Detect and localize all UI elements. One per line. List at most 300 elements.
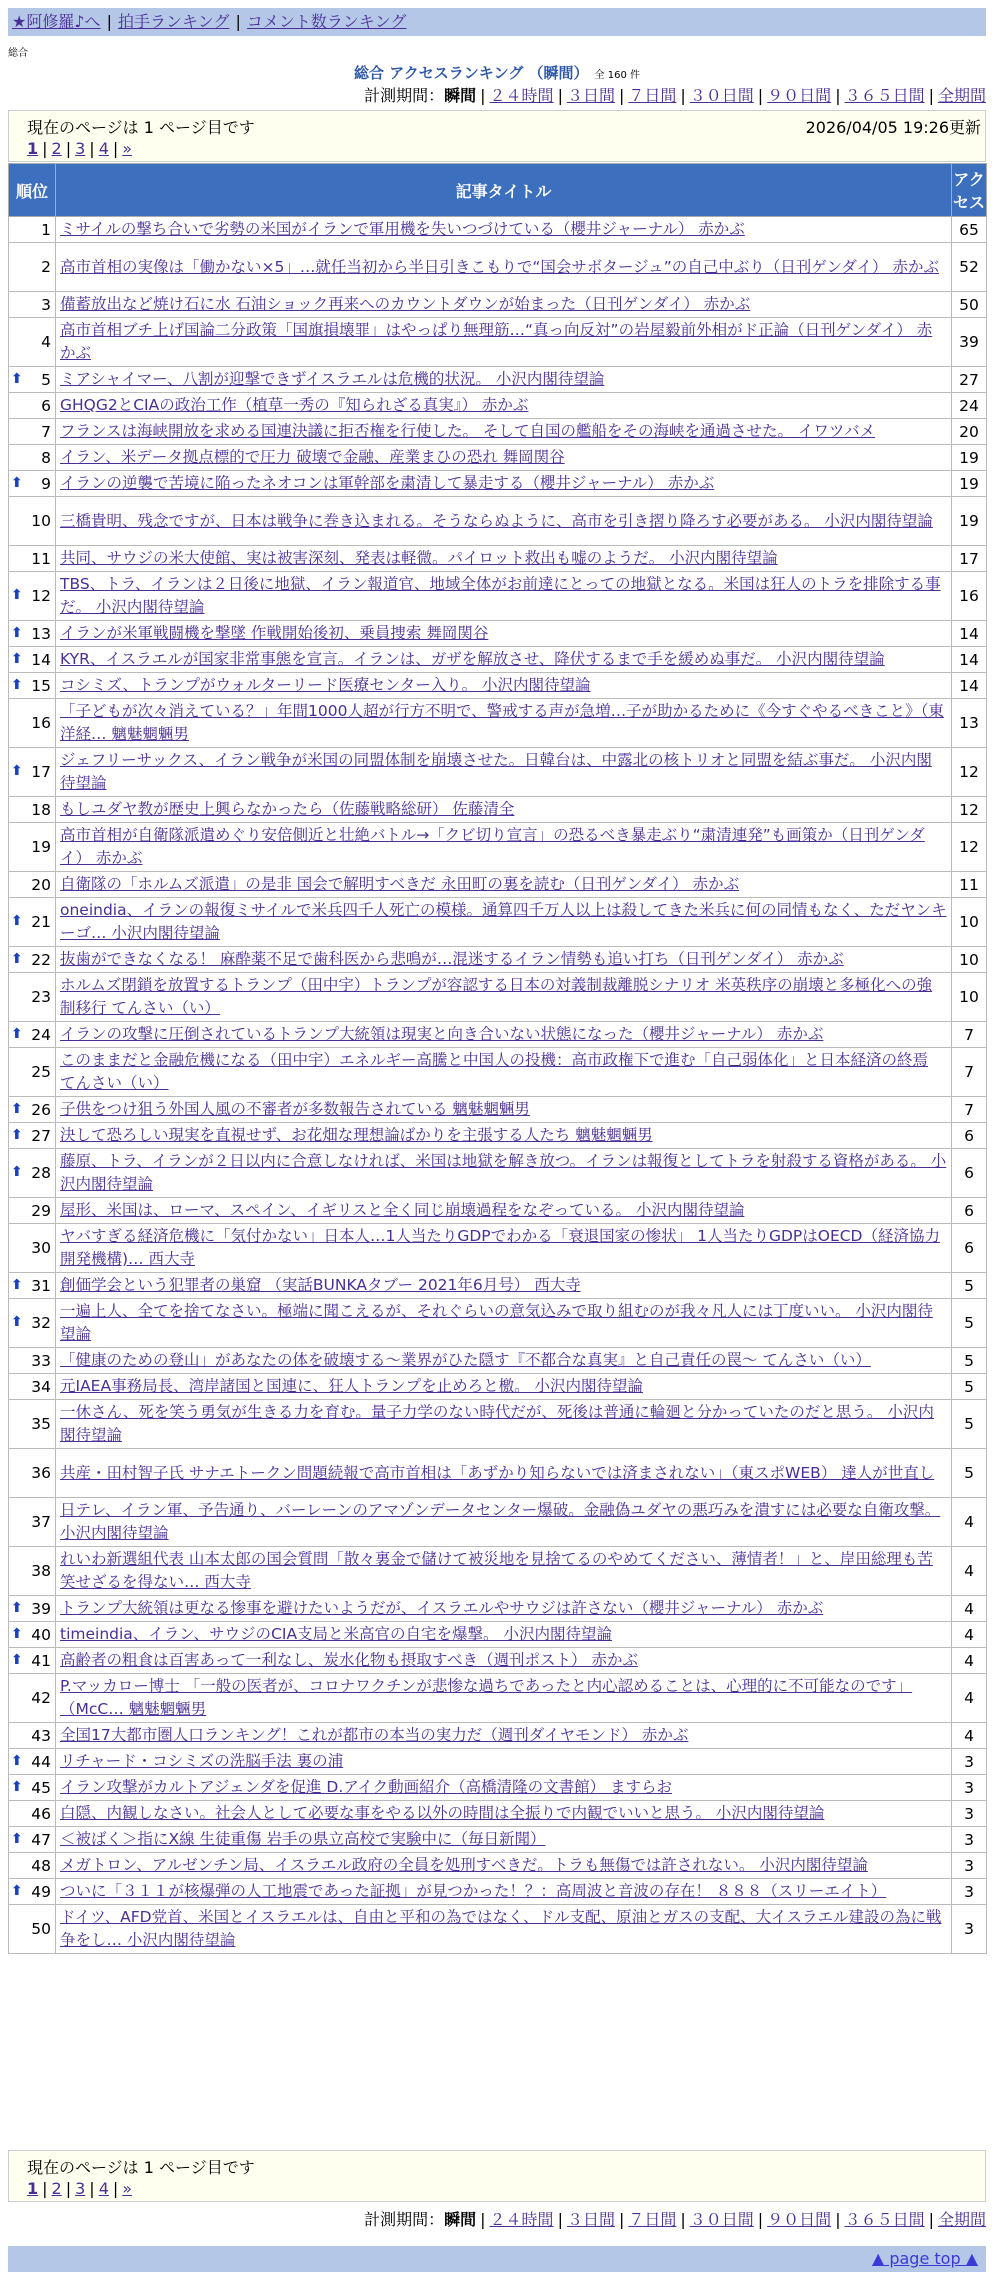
article-title-link[interactable]: 高市首相ブチ上げ国論二分政策「国旗損壊罪」はやっぱり無理筋…“真っ向反対”の岩屋毅前外相がド正論（日刊ゲンダイ） 赤かぶ [60,321,933,362]
rank-cell [9,1022,56,1048]
page-link-4[interactable]: 4 [98,139,109,158]
title-cell [56,1400,952,1449]
table-row [9,1400,987,1449]
article-title-link[interactable]: 高市首相の実像は「働かない×5」…就任当初から半日引きこもりで“国会サボタージュ”の自己中ぶり（日刊ゲンダイ） 赤かぶ [60,257,939,276]
article-title-link[interactable]: 高齢者の粗食は百害あって一利なし、炭水化物も摂取すべき（週刊ポスト） 赤かぶ [60,1651,638,1669]
rank-up-arrow-icon: ⬆ [11,1100,23,1117]
rank-cell [9,1224,56,1273]
title-cell [56,1853,952,1879]
period-link-90d[interactable]: ９０日間 [767,86,832,105]
article-title-link[interactable]: れいわ新選組代表 山本太郎の国会質問「散々裏金で儲けて被災地を見捨てるのやめてください、薄情者！」と、岸田総理も苦笑せざるを得ない… 西大寺 [60,1550,933,1591]
rank-cell [9,445,56,471]
access-count: 24 [952,393,987,419]
title-cell [56,318,952,367]
rank-number: 46 [31,1804,51,1823]
rank-cell [9,1149,56,1198]
article-title-link[interactable]: フランスは海峡開放を求める国連決議に拒否権を行使した。 そして自国の艦船をその海峡を通過させた。 イワツバメ [60,422,876,440]
access-count: 5 [952,1273,987,1299]
title-cell [56,1123,952,1149]
rank-cell [9,947,56,973]
rank-up-arrow-icon: ⬆ [11,1752,23,1769]
rank-up-arrow-icon: ⬆ [11,587,23,603]
article-title-link[interactable]: 決して恐ろしい現実を直視せず、お花畑な理想論ばかりを主張する人たち 魑魅魍魎男 [60,1126,653,1144]
rank-number: 17 [31,763,51,781]
table-row [9,419,987,445]
rank-cell [9,1827,56,1853]
table-row [9,1374,987,1400]
rank-cell [9,1299,56,1348]
title-cell [56,1449,952,1498]
rank-cell [9,471,56,497]
rank-cell [9,973,56,1022]
rank-cell [9,1905,56,1954]
table-row [9,1801,987,1827]
table-row [9,1622,987,1648]
period-link-30d[interactable]: ３０日間 [689,86,754,105]
rank-up-arrow-icon: ⬆ [11,1778,23,1795]
rank-cell [9,797,56,823]
rank-up-arrow-icon: ⬆ [11,1651,23,1668]
title-cell [56,1648,952,1674]
rank-number: 30 [31,1239,51,1257]
title-cell [56,823,952,872]
article-title-link[interactable]: 一休さん、死を笑う勇気が生きる力を育む。量子力学のない時代だが、死後は普通に輪廻と分かっていたのだと思う。 小沢内閣待望論 [60,1403,934,1444]
period-link-90d[interactable]: ９０日間 [767,2210,832,2229]
pagination-footer [8,2150,986,2202]
article-title-link[interactable]: メガトロン、アルゼンチン局、イスラエル政府の全員を処刑すべきだ。トラも無傷では許されない。 小沢内閣待望論 [60,1856,868,1874]
category-label: 総合 [8,48,28,59]
rank-cell [9,823,56,872]
page-link-1[interactable]: 1 [27,139,39,158]
title-cell [56,621,952,647]
period-link-3d[interactable]: ３日間 [566,86,615,105]
rank-number: 5 [41,370,51,389]
rank-cell [9,1097,56,1123]
title-cell [56,898,952,947]
period-link-24h[interactable]: ２４時間 [489,2210,554,2229]
table-row [9,973,987,1022]
access-count: 5 [952,1299,987,1348]
rank-number: 21 [31,913,51,931]
access-count: 6 [952,1224,987,1273]
rank-number: 42 [31,1689,51,1707]
access-count: 17 [952,546,987,572]
rank-number: 34 [31,1377,51,1396]
access-count: 7 [952,1048,987,1097]
page-link-2[interactable]: 2 [51,2179,62,2198]
rank-up-arrow-icon: ⬆ [11,1830,23,1847]
rank-number: 23 [31,988,51,1006]
article-title-link[interactable]: リチャード・コシミズの洗脳手法 裏の浦 [60,1752,344,1770]
rank-cell [9,621,56,647]
rank-number: 45 [31,1778,51,1797]
rank-number: 22 [31,950,51,969]
article-title-link[interactable]: トランプ大統領は更なる惨事を避けたいようだが、イスラエルやサウジは許さない（櫻井ジャーナル） 赤かぶ [60,1599,824,1617]
article-title-link[interactable]: 備蓄放出など焼け石に水 石油ショック再来へのカウントダウンが始まった（日刊ゲンダイ） 赤かぶ [60,295,751,313]
rank-number: 2 [41,258,51,276]
rank-number: 7 [41,422,51,441]
article-title-link[interactable]: 「健康のための登山」があなたの体を破壊する～業界がひた隠す『不都合な真実』と自己責任の罠～ てんさい（い） [60,1351,871,1369]
article-title-link[interactable]: 屋形、米国は、ローマ、スペイン、イギリスと全く同じ崩壊過程をなぞっている。 小沢内閣待望論 [60,1201,745,1219]
rank-number: 47 [31,1830,51,1849]
title-cell [56,367,952,393]
title-cell [56,673,952,699]
rank-number: 31 [31,1276,51,1295]
article-title-link[interactable]: 共同、サウジの米大使館、実は被害深刻、発表は軽微。パイロット救出も嘘のようだ。 小沢内閣待望論 [60,549,778,567]
rank-cell [9,1596,56,1622]
article-title-link[interactable]: 創価学会という犯罪者の巣窟 （実話BUNKAタブー 2021年6月号） 西大寺 [60,1276,581,1294]
rank-number: 25 [31,1063,51,1081]
table-row [9,1449,987,1498]
rank-number: 44 [31,1752,51,1771]
article-title-link[interactable]: timeindia、イラン、サウジのCIA支局と米高官の自宅を爆撃。 小沢内閣待望論 [60,1625,612,1643]
rank-cell [9,419,56,445]
title-cell [56,1273,952,1299]
title-cell [56,1879,952,1905]
article-title-link[interactable]: 元IAEA事務局長、湾岸諸国と国連に、狂人トランプを止めろと檄。 小沢内閣待望論 [60,1377,644,1395]
access-count: 16 [952,572,987,621]
rank-cell [9,1622,56,1648]
footer-bar [8,2246,986,2272]
access-count: 10 [952,947,987,973]
rank-cell [9,647,56,673]
nav-link-ashura[interactable]: ★阿修羅♪へ [12,12,101,31]
period-link-all[interactable]: 全期間 [937,86,986,105]
rank-number: 13 [31,624,51,643]
rank-up-arrow-icon: ⬆ [11,1314,23,1330]
pager: 1 | 2 | 3 | 4 | » [27,139,133,158]
rank-number: 37 [31,1513,51,1531]
article-title-link[interactable]: イランの逆襲で苦境に陥ったネオコンは軍幹部を粛清して暴走する（櫻井ジャーナル） 赤かぶ [60,474,715,492]
table-row [9,898,987,947]
access-count: 19 [952,497,987,546]
article-title-link[interactable]: KYR、イスラエルが国家非常事態を宣言。イランは、ガザを解放させ、降伏するまで手を緩めぬ事だ。 小沢内閣待望論 [60,650,885,668]
rank-up-arrow-icon: ⬆ [11,913,23,929]
article-title-link[interactable]: ジェフリーサックス、イラン戦争が米国の同盟体制を崩壊させた。日韓台は、中露北の核トリオと同盟を結ぶ事だ。 小沢内閣待望論 [60,751,932,792]
title-cell [56,1097,952,1123]
period-link-7d[interactable]: ７日間 [628,2210,677,2229]
rank-up-arrow-icon: ⬆ [11,370,23,387]
rank-cell [9,393,56,419]
article-title-link[interactable]: 日テレ、イラン軍、予告通り、バーレーンのアマゾンデータセンター爆破。金融偽ユダヤの悪巧みを潰すには必要な自衛攻撃。 小沢内閣待望論 [60,1501,941,1542]
title-cell [56,1498,952,1547]
title-cell [56,217,952,243]
article-title-link[interactable]: イラン攻撃がカルトアジェンダを促進 D.アイク動画紹介（高橋清隆の文書館） ますらお [60,1778,672,1796]
rank-cell [9,1853,56,1879]
rank-cell [9,243,56,292]
title-cell [56,243,952,292]
title-cell [56,647,952,673]
page-link-3[interactable]: 3 [75,139,86,158]
rank-number: 50 [31,1920,51,1938]
rank-cell [9,1400,56,1449]
rank-number: 35 [31,1415,51,1433]
table-row [9,445,987,471]
table-row [9,292,987,318]
rank-number: 3 [41,295,51,314]
rank-up-arrow-icon: ⬆ [11,1882,23,1899]
access-count: 6 [952,1149,987,1198]
table-row [9,1749,987,1775]
period-label: 計測期間： [364,2210,445,2229]
title-cell [56,872,952,898]
period-link-365d[interactable]: ３６５日間 [844,86,925,105]
table-row [9,673,987,699]
rank-number: 15 [31,676,51,695]
rank-cell [9,1498,56,1547]
article-title-link[interactable]: もしユダヤ教が歴史上興らなかったら（佐藤戦略総研） 佐藤清全 [60,800,515,818]
title-cell [56,748,952,797]
title-cell [56,292,952,318]
table-row [9,797,987,823]
page-link-3[interactable]: 3 [75,2179,86,2198]
article-title-link[interactable]: コシミズ、トランプがウォルターリード医療センター入り。 小沢内閣待望論 [60,676,591,694]
access-count: 3 [952,1827,987,1853]
top-navigation-bar: ★阿修羅♪へ | 拍手ランキング | コメント数ランキング [8,8,986,36]
article-title-link[interactable]: 一遍上人、全てを捨てなさい。極端に聞こえるが、それぐらいの意気込みで取り組むのが我々凡人には丁度いい。 小沢内閣待望論 [60,1302,933,1343]
access-count: 3 [952,1879,987,1905]
article-title-link[interactable]: イランが米軍戦闘機を撃墜 作戦開始後初、乗員捜索 舞岡関谷 [60,624,489,642]
page-link-4[interactable]: 4 [98,2179,109,2198]
rank-cell [9,1801,56,1827]
period-link-3d[interactable]: ３日間 [566,2210,615,2229]
table-header-row [9,164,987,217]
title-cell [56,1149,952,1198]
access-count: 14 [952,673,987,699]
rank-number: 32 [31,1314,51,1332]
table-row [9,318,987,367]
access-count: 4 [952,1547,987,1596]
page-link-2[interactable]: 2 [51,139,62,158]
rank-cell [9,1449,56,1498]
rank-number: 14 [31,650,51,669]
rank-cell [9,1123,56,1149]
period-link-all[interactable]: 全期間 [937,2210,986,2229]
rank-cell [9,1547,56,1596]
rank-number: 10 [31,512,51,530]
article-title-link[interactable]: イラン、米データ拠点標的で圧力 破壊で金融、産業まひの恐れ 舞岡関谷 [60,448,565,466]
table-row [9,1224,987,1273]
table-row [9,1498,987,1547]
rank-number: 27 [31,1126,51,1145]
rank-cell [9,673,56,699]
nav-link-comment-ranking[interactable]: コメント数ランキング [246,12,407,31]
rank-cell [9,1273,56,1299]
rank-cell [9,1648,56,1674]
access-count: 6 [952,1198,987,1224]
rank-number: 39 [31,1599,51,1618]
access-count: 7 [952,1022,987,1048]
article-title-link[interactable]: 「子どもが次々消えている？」年間1000人超が行方不明で、警戒する声が急増…子が助かるために《今すぐやるべきこと》（東洋経… 魑魅魍魎男 [60,702,944,743]
title-cell [56,1198,952,1224]
table-row [9,1123,987,1149]
article-title-link[interactable]: このままだと金融危機になる（田中宇）エネルギー高騰と中国人の投機：高市政権下で進む「自己弱体化」と日本経済の終焉 てんさい（い） [60,1051,929,1092]
ranking-table [8,163,987,1954]
article-title-link[interactable]: GHQG2とCIAの政治工作（植草一秀の『知られざる真実』） 赤かぶ [60,396,529,414]
rank-number: 29 [31,1201,51,1220]
access-count: 4 [952,1596,987,1622]
access-count: 14 [952,621,987,647]
title-cell [56,1048,952,1097]
article-title-link[interactable]: P.マッカロー博士 「一般の医者が、コロナワクチンが悲惨な過ちであったと内心認めることは、心理的に不可能なのです」（McC… 魑魅魍魎男 [60,1677,913,1718]
access-count: 4 [952,1648,987,1674]
table-row [9,1905,987,1954]
article-title-link[interactable]: TBS、トラ、イランは２日後に地獄、イラン報道官、地域全体がお前達にとっての地獄となる。米国は狂人のトラを排除する事だ。 小沢内閣待望論 [60,575,941,616]
rank-up-arrow-icon: ⬆ [11,1126,23,1143]
rank-cell [9,546,56,572]
article-title-link[interactable]: 自衛隊の「ホルムズ派遣」の是非 国会で解明すべきだ 永田町の裏を読む（日刊ゲンダイ） 赤かぶ [60,875,740,893]
table-row [9,1547,987,1596]
header-rank: 順位 [9,164,56,217]
title-cell [56,1827,952,1853]
header-access: アクセス [952,164,987,217]
page-top-link[interactable]: ▲ page top ▲ [871,2249,978,2268]
table-row [9,1879,987,1905]
access-count: 27 [952,367,987,393]
page-link-next[interactable]: » [122,2179,133,2198]
table-row [9,1775,987,1801]
table-row [9,1348,987,1374]
article-title-link[interactable]: 高市首相が自衛隊派遣めぐり安倍側近と壮絶バトル→「クビ切り宣言」の恐るべき暴走ぶり“粛清連発”も画策か（日刊ゲンダイ） 赤かぶ [60,826,925,867]
article-title-link[interactable]: ミアシャイマー、八割が迎撃できずイスラエルは危機的状況。 小沢内閣待望論 [60,370,605,388]
title-cell [56,1374,952,1400]
article-title-link[interactable]: 子供をつけ狙う外国人風の不審者が多数報告されている 魑魅魍魎男 [60,1100,530,1118]
access-count: 4 [952,1498,987,1547]
rank-cell [9,1723,56,1749]
article-title-link[interactable]: 共産・田村智子氏 サナエトークン問題続報で高市首相は「あずかり知らないでは済まされない」（東スポWEB） 達人が世直し [60,1463,935,1482]
period-current: 瞬間 [444,2210,477,2229]
table-row [9,1022,987,1048]
access-count: 10 [952,973,987,1022]
rank-number: 8 [41,448,51,467]
page-link-1[interactable]: 1 [27,2179,39,2198]
rank-number: 20 [31,875,51,894]
rank-up-arrow-icon: ⬆ [11,1025,23,1042]
table-row [9,1853,987,1879]
rank-number: 6 [41,396,51,415]
title-cell [56,445,952,471]
access-count: 3 [952,1801,987,1827]
article-title-link[interactable]: 三橋貴明、残念ですが、日本は戦争に巻き込まれる。そうならぬように、高市を引き摺り降ろす必要がある。 小沢内閣待望論 [60,511,933,530]
title-cell [56,471,952,497]
title-cell [56,1348,952,1374]
table-row [9,872,987,898]
access-count: 3 [952,1853,987,1879]
current-page-text: 現在のページは 1 ページ目です [27,2158,255,2177]
article-title-link[interactable]: ヤバすぎる経済危機に「気付かない」日本人…1人当たりGDPでわかる「衰退国家の惨状」 1人当たりGDPはOECD（経済協力開発機構)… 西大寺 [60,1227,940,1268]
article-title-link[interactable]: 藤原、トラ、イランが２日以内に合意しなければ、米国は地獄を解き放つ。イランは報復としてトラを射殺する資格がある。 小沢内閣待望論 [60,1152,947,1193]
access-count: 7 [952,1097,987,1123]
period-link-24h[interactable]: ２４時間 [489,86,554,105]
article-title-link[interactable]: 抜歯ができなくなる！ 麻酔薬不足で歯科医から悲鳴が…混迷するイラン情勢も追い打ち（日刊ゲンダイ） 赤かぶ [60,950,844,968]
title-cell [56,419,952,445]
period-link-365d[interactable]: ３６５日間 [844,2210,925,2229]
table-row [9,647,987,673]
rank-up-arrow-icon: ⬆ [11,763,23,779]
table-row [9,1299,987,1348]
table-row [9,1723,987,1749]
rank-cell [9,898,56,947]
table-row [9,217,987,243]
access-count: 14 [952,647,987,673]
article-title-link[interactable]: 全国17大都市圏人口ランキング！これが都市の本当の実力だ（週刊ダイヤモンド） 赤かぶ [60,1726,689,1744]
period-current: 瞬間 [444,86,477,105]
rank-cell [9,292,56,318]
title-cell [56,973,952,1022]
rank-up-arrow-icon: ⬆ [11,1164,23,1180]
rank-cell [9,1048,56,1097]
period-link-30d[interactable]: ３０日間 [689,2210,754,2229]
table-row [9,1097,987,1123]
access-count: 65 [952,217,987,243]
article-title-link[interactable]: oneindia、イランの報復ミサイルで米兵四千人死亡の模様。通算四千万人以上は殺してきた米兵に何の同情もなく、ただヤンキーゴ… 小沢内閣待望論 [60,901,947,942]
title-cell [56,1224,952,1273]
article-title-link[interactable]: ドイツ、AFD党首、米国とイスラエルは、自由と平和の為ではなく、ドル支配、原油とガスの支配、大イスラエル建設の為に戦争をし… 小沢内閣待望論 [60,1908,942,1949]
rank-up-arrow-icon: ⬆ [11,624,23,641]
rank-cell [9,318,56,367]
access-count: 12 [952,823,987,872]
rank-cell [9,699,56,748]
rank-number: 33 [31,1351,51,1370]
title-cell [56,1801,952,1827]
rank-cell [9,367,56,393]
page-link-next[interactable]: » [122,139,133,158]
access-count: 19 [952,471,987,497]
rank-cell [9,872,56,898]
table-row [9,367,987,393]
table-row [9,1674,987,1723]
rank-cell [9,1749,56,1775]
nav-link-clap-ranking[interactable]: 拍手ランキング [117,12,230,31]
access-count: 13 [952,699,987,748]
title-cell [56,947,952,973]
article-count: 全 160 件 [594,70,640,81]
rank-cell [9,1879,56,1905]
rank-number: 41 [31,1651,51,1670]
rank-cell [9,1374,56,1400]
updated-timestamp: 2026/04/05 19:26更新 [805,118,981,137]
access-count: 52 [952,243,987,292]
rank-number: 1 [41,220,51,239]
table-row [9,1198,987,1224]
rank-number: 18 [31,800,51,819]
article-title-link[interactable]: ミサイルの撃ち合いで劣勢の米国がイランで軍用機を失いつづけている（櫻井ジャーナル） 赤かぶ [60,220,745,238]
article-title-link[interactable]: ＜被ばく＞指にX線 生徒重傷 岩手の県立高校で実験中に（毎日新聞） [60,1830,546,1848]
rank-cell [9,748,56,797]
title-cell [56,797,952,823]
title-cell [56,393,952,419]
article-title-link[interactable]: イランの攻撃に圧倒されているトランプ大統領は現実と向き合いない状態になった（櫻井ジャーナル） 赤かぶ [60,1025,824,1043]
table-row [9,1827,987,1853]
article-title-link[interactable]: ついに「３１１が核爆弾の人工地震であった証拠」が見つかった！？：高周波と音波の存在！ ８８８（スリーエイト） [60,1882,887,1900]
table-row [9,497,987,546]
pager: 1 | 2 | 3 | 4 | » [27,2179,133,2198]
rank-number: 11 [31,549,51,568]
rank-up-arrow-icon: ⬆ [11,1599,23,1616]
access-count: 10 [952,898,987,947]
article-title-link[interactable]: 白隠、内観しなさい。社会人として必要な事をやる以外の時間は全振りで内観でいいと思う。 小沢内閣待望論 [60,1804,825,1822]
access-count: 5 [952,1348,987,1374]
access-count: 11 [952,872,987,898]
rank-number: 16 [31,714,51,732]
period-label: 計測期間： [364,86,445,105]
rank-cell [9,1775,56,1801]
rank-cell [9,1348,56,1374]
article-title-link[interactable]: ホルムズ閉鎖を放置するトランプ（田中宇）トランプが容認する日本の対義制裁離脱シナリオ 米英秩序の崩壊と多極化への強制移行 てんさい（い） [60,976,933,1017]
access-count: 4 [952,1622,987,1648]
access-count: 5 [952,1374,987,1400]
period-link-7d[interactable]: ７日間 [628,86,677,105]
